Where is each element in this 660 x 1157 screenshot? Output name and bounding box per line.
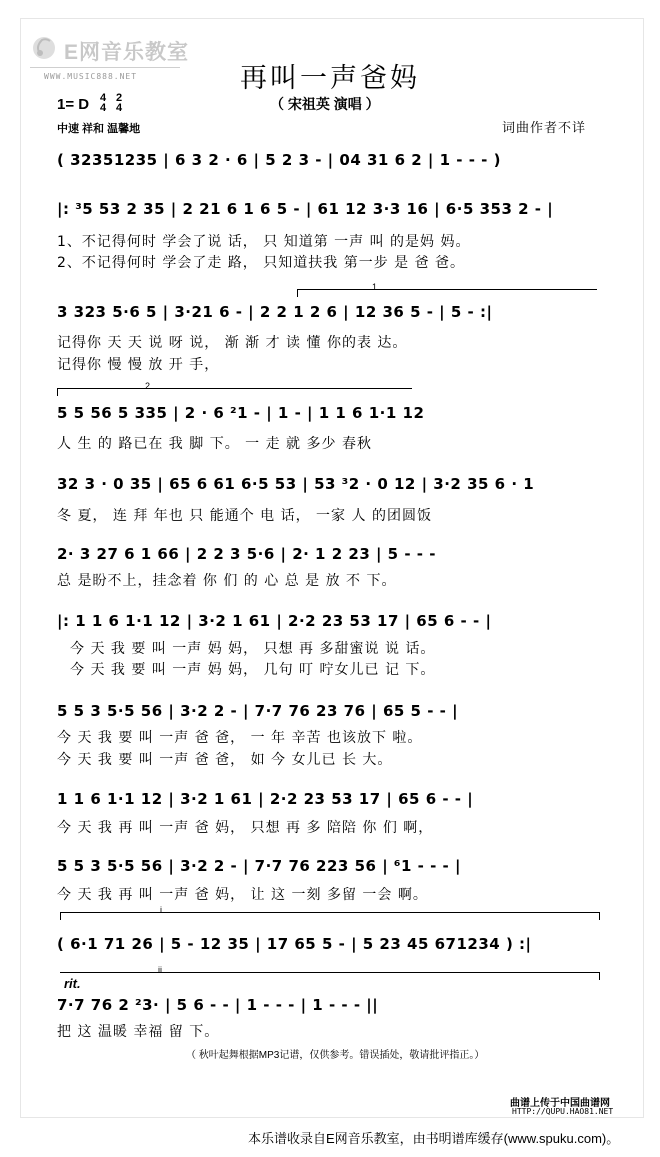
volta-bracket-2 (57, 388, 412, 389)
chorus-notes-2: 5 5 3 5·5 56 | 3·2 2 - | 7·7 76 23 76 | 65 5 - - | (57, 702, 459, 720)
source-note: 本乐谱收录自E网音乐教室，由书明谱库缓存(www.spuku.com)。 (248, 1131, 620, 1146)
volta-bracket-ii-end (599, 972, 600, 980)
transcription-note: （ 秋叶起舞根据MP3记谱，仅供参考。错误插处，敬请批评指正。） (186, 1050, 485, 1061)
site-url[interactable]: WWW.MUSIC888.NET (44, 72, 138, 81)
line5-lyric: 冬 夏， 连 拜 年也 只 能通个 电 话， 一家 人 的团圆饭 (57, 508, 432, 524)
volta-label-i: i (160, 905, 162, 915)
line3-lyric-2: 记得你 慢 慢 放 开 手， (57, 357, 220, 373)
ritardando-mark: rit. (64, 976, 81, 991)
volta-bracket-i (60, 912, 600, 913)
time-signature-2-4: 2 4 (115, 92, 123, 114)
interlude-line: ( 6·1 71 26 | 5 - 12 35 | 17 65 5 - | 5 23 45 671234 ) :| (57, 935, 532, 953)
intro-line: ( 32351235 | 6 3 2 · 6 | 5 2 3 - | 04 31 6 2 | 1 - - - ) (57, 151, 501, 169)
verse-lyric-2: 2、不记得何时 学会了走 路， 只知道扶我 第一步 是 爸 爸。 (57, 255, 466, 271)
key-signature: 1= D (57, 96, 90, 113)
volta-bracket-ii (60, 972, 600, 973)
chorus-lyric-2a: 今 天 我 要 叫 一声 爸 爸， 一 年 辛苦 也该放下 啦。 (57, 730, 423, 746)
line6-notes: 2· 3 27 6 1 66 | 2 2 3 5·6 | 2· 1 2 23 | 5 - - - (57, 545, 436, 563)
line4-notes: 5 5 56 5 335 | 2 · 6 ²1 - | 1 - | 1 1 6 1·1 12 (57, 404, 425, 422)
volta-label-ii: ii (158, 965, 162, 975)
volta-bracket-i-end (599, 912, 600, 920)
ending-notes: 7·7 76 2 ²3· | 5 6 - - | 1 - - - | 1 - - - || (57, 996, 379, 1014)
tempo-marking: 中速 祥和 温馨地 (57, 123, 141, 135)
music-note-icon (30, 32, 64, 62)
volta-bracket-2-start (57, 388, 58, 396)
site-name: E网音乐教室 (64, 41, 190, 64)
time-signature-4-4: 4 4 (99, 92, 107, 114)
upload-credit: 曲谱上传于中国曲谱网 (510, 1098, 610, 1109)
verse-lyric-1: 1、不记得何时 学会了说 话， 只 知道第 一声 叫 的是妈 妈。 (57, 234, 471, 250)
logo-divider (30, 67, 180, 68)
chorus-lyric-1a: 今 天 我 要 叫 一声 妈 妈， 只想 再 多甜蜜说 说 话。 (70, 641, 436, 657)
chorus-lyric-3: 今 天 我 再 叫 一声 爸 妈， 只想 再 多 陪陪 你 们 啊， (57, 820, 434, 836)
chorus-lyric-2b: 今 天 我 要 叫 一声 爸 爸， 如 今 女儿已 长 大。 (57, 752, 393, 768)
line3-notes: 3 323 5·6 5 | 3·21 6 - | 2 2 1 2 6 | 12 36 5 - | 5 - :| (57, 303, 493, 321)
verse-notes-line: |: ³5 53 2 35 | 2 21 6 1 6 5 - | 61 12 3·3 16 | 6·5 353 2 - | (57, 200, 554, 218)
volta-bracket-1 (297, 289, 597, 290)
upload-url[interactable]: HTTP://QUPU.HAO81.NET (512, 1107, 614, 1116)
volta-label-1: 1 (372, 282, 378, 292)
volta-bracket-1-start (297, 289, 298, 297)
chorus-notes-1: |: 1 1 6 1·1 12 | 3·2 1 61 | 2·2 23 53 17 | 65 6 - - | (57, 612, 492, 630)
composer-credit: 词曲作者不详 (502, 120, 587, 135)
ending-lyric: 把 这 温暖 幸福 留 下。 (57, 1024, 220, 1040)
volta-bracket-i-start (60, 912, 61, 920)
volta-label-2: 2 (145, 381, 151, 391)
score-sheet (20, 18, 644, 1118)
chorus-notes-4: 5 5 3 5·5 56 | 3·2 2 - | 7·7 76 223 56 | ⁶1 - - - | (57, 857, 461, 875)
line4-lyric: 人 生 的 路已在 我 脚 下。 一 走 就 多少 春秋 (57, 436, 372, 452)
line6-lyric: 总 是盼不上，挂念着 你 们 的 心 总 是 放 不 下。 (57, 573, 397, 589)
line3-lyric-1: 记得你 天 天 说 呀 说， 渐 渐 才 读 懂 你的表 达。 (57, 335, 408, 351)
chorus-lyric-4: 今 天 我 再 叫 一声 爸 妈， 让 这 一刻 多留 一会 啊。 (57, 887, 428, 903)
line5-notes: 32 3 · 0 35 | 65 6 61 6·5 53 | 53 ³2 · 0 12 | 3·2 35 6 · 1 (57, 475, 535, 493)
chorus-lyric-1b: 今 天 我 要 叫 一声 妈 妈， 几句 叮 咛女儿已 记 下。 (70, 662, 436, 678)
page-title: 再叫一声爸妈 (240, 63, 420, 94)
singer-subtitle: （ 宋祖英 演唱 ） (270, 96, 380, 112)
chorus-notes-3: 1 1 6 1·1 12 | 3·2 1 61 | 2·2 23 53 17 | 65 6 - - | (57, 790, 474, 808)
